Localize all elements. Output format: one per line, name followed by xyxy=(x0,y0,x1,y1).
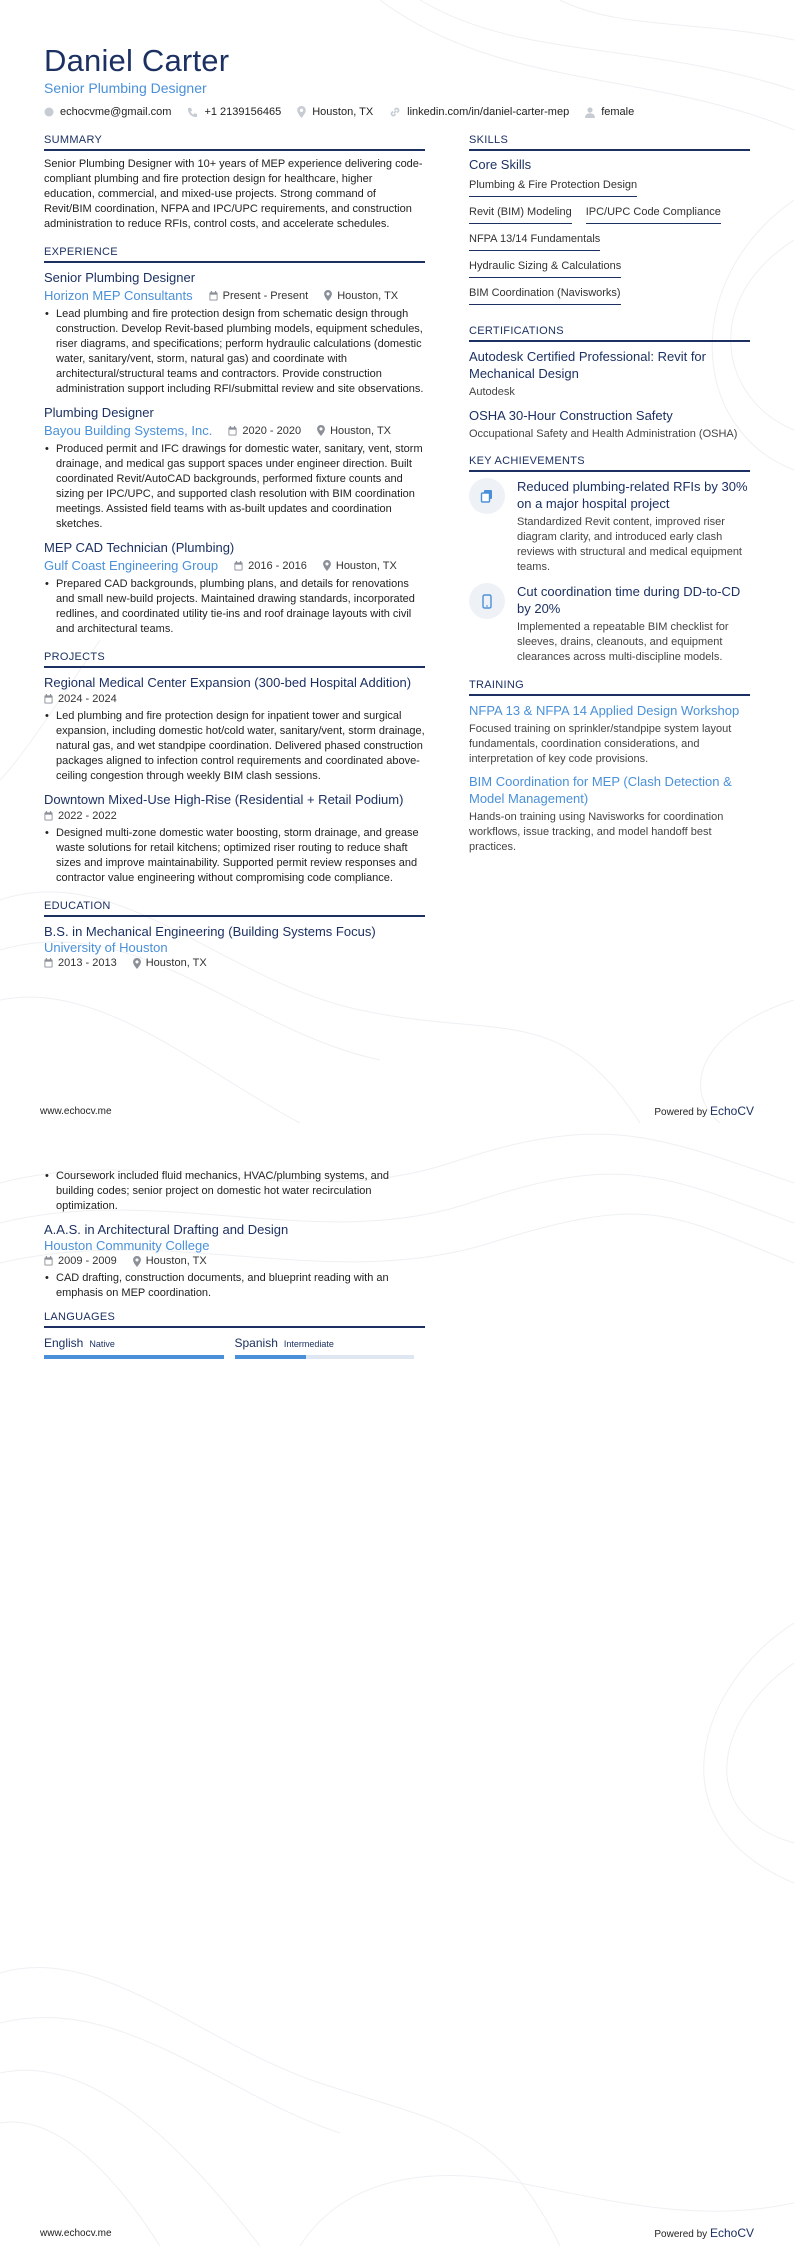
school-name: Houston Community College xyxy=(44,1238,210,1253)
right-column xyxy=(469,134,750,983)
footer-powered xyxy=(654,2226,754,2240)
link-icon xyxy=(389,106,401,118)
job-dates-text: 2020 - 2020 xyxy=(242,424,302,437)
project-meta xyxy=(44,810,425,822)
cert-issuer: Occupational Safety and Health Administration (OSHA) xyxy=(469,428,738,440)
skill-tag: Revit (BIM) Modeling xyxy=(469,203,572,224)
projects-section xyxy=(44,651,425,886)
location-text: Houston, TX xyxy=(312,106,374,118)
page-footer xyxy=(40,2226,754,2240)
language-item xyxy=(235,1334,415,1359)
calendar-icon xyxy=(209,291,218,301)
job-company: Bayou Building Systems, Inc. xyxy=(44,423,213,438)
job-location xyxy=(323,560,397,572)
summary-heading: SUMMARY xyxy=(44,134,425,151)
echocv-logo[interactable]: EchoCV xyxy=(709,2226,754,2240)
job-company: Horizon MEP Consultants xyxy=(44,288,193,303)
project-title: Downtown Mixed-Use High-Rise (Residential + Retail Podium) xyxy=(44,792,404,807)
training-section xyxy=(469,679,750,855)
project-dates xyxy=(44,693,117,705)
education-heading: EDUCATION xyxy=(44,900,425,917)
contact-linkedin[interactable] xyxy=(389,106,569,118)
education-dates xyxy=(44,1255,117,1267)
skill-tag: NFPA 13/14 Fundamentals xyxy=(469,230,600,251)
education-entry xyxy=(44,923,425,969)
language-bar-fill xyxy=(235,1355,307,1359)
contact-gender xyxy=(585,106,634,118)
education-bullets xyxy=(44,1271,425,1301)
footer-powered xyxy=(654,1104,754,1118)
cert-title: Autodesk Certified Professional: Revit for Mechanical Design xyxy=(469,349,706,381)
experience-entry xyxy=(44,269,425,397)
education-dates xyxy=(44,957,117,969)
language-item xyxy=(44,1334,224,1359)
job-meta xyxy=(44,288,425,303)
map-pin-icon xyxy=(133,1256,141,1267)
calendar-icon xyxy=(44,811,53,821)
map-pin-icon xyxy=(324,290,332,301)
project-dates xyxy=(44,810,117,822)
calendar-icon xyxy=(44,694,53,704)
job-bullets xyxy=(44,577,425,637)
phone-device-icon xyxy=(469,583,505,619)
calendar-icon xyxy=(44,1256,53,1266)
projects-heading: PROJECTS xyxy=(44,651,425,668)
skill-tags xyxy=(469,176,750,311)
skill-tag: IPC/UPC Code Compliance xyxy=(586,203,721,224)
job-bullets xyxy=(44,442,425,532)
at-icon xyxy=(44,107,54,117)
user-icon xyxy=(585,107,595,118)
achievement-desc: Implemented a repeatable BIM checklist for sleeves, drains, cleanouts, and equipment clearances across multi-discipline models. xyxy=(517,621,729,663)
language-name: English xyxy=(44,1336,84,1350)
certifications-section xyxy=(469,325,750,441)
copy-icon xyxy=(469,478,505,514)
education-location-text: Houston, TX xyxy=(145,957,207,969)
summary-section xyxy=(44,134,425,232)
project-bullets xyxy=(44,826,425,886)
map-pin-icon xyxy=(317,425,325,436)
phone-icon xyxy=(187,107,198,118)
experience-section xyxy=(44,246,425,637)
language-list xyxy=(44,1334,425,1359)
experience-entry xyxy=(44,539,425,637)
powered-by-text: Powered by xyxy=(654,1107,708,1118)
project-dates-text: 2024 - 2024 xyxy=(58,693,117,705)
cert-issuer: Autodesk xyxy=(469,386,515,398)
skills-group-title: Core Skills xyxy=(469,157,532,172)
job-location-text: Houston, TX xyxy=(335,559,397,572)
education-section xyxy=(44,900,425,969)
job-role: Plumbing Designer xyxy=(44,405,154,420)
education-location xyxy=(133,957,207,969)
training-heading: TRAINING xyxy=(469,679,750,696)
project-meta xyxy=(44,693,425,705)
languages-heading: LANGUAGES xyxy=(44,1311,425,1328)
echocv-logo[interactable]: EchoCV xyxy=(709,1104,754,1118)
job-location xyxy=(317,425,391,437)
job-dates-text: 2016 - 2016 xyxy=(248,559,307,572)
language-bar-fill xyxy=(44,1355,224,1359)
project-bullet: • Designed multi-zone domestic water boosting, storm drainage, and grease waste solutions for retail kitchens; optimized riser routing to reduce shaft sizes and improve maintainability. Supported permit review responses and contractor value engineering without compromising code compliance. xyxy=(44,826,425,886)
job-dates xyxy=(228,425,301,437)
project-bullet: • Led plumbing and fire protection design for inpatient tower and surgical expansion, including domestic hot/cold water, sanitary/vent, storm drainage, natural gas, and wet standpipe coordination. Delivered phased construction packages aligned to infection control requirements and coordinated above-ceiling congestion through weekly BIM clash sessions. xyxy=(44,709,425,784)
footer-site-link[interactable]: www.echocv.me xyxy=(40,2227,112,2239)
skill-tag: Plumbing & Fire Protection Design xyxy=(469,176,637,197)
job-location xyxy=(324,290,398,302)
job-meta xyxy=(44,423,425,438)
education-meta xyxy=(44,1255,425,1267)
email-text: echocvme@gmail.com xyxy=(60,106,172,118)
achievement-title: Cut coordination time during DD-to-CD by 20% xyxy=(517,584,741,616)
education-bullet: • CAD drafting, construction documents, and blueprint reading with an emphasis on MEP coordination. xyxy=(44,1271,425,1301)
education-dates-text: 2009 - 2009 xyxy=(58,1255,117,1267)
linkedin-text: linkedin.com/in/daniel-carter-mep xyxy=(407,106,570,118)
degree-title: B.S. in Mechanical Engineering (Building Systems Focus) xyxy=(44,924,376,939)
project-dates-text: 2022 - 2022 xyxy=(58,810,117,822)
education-bullet: • Coursework included fluid mechanics, HVAC/plumbing systems, and building codes; senior project on domestic hot water recirculation optimization. xyxy=(44,1169,425,1214)
skills-heading: SKILLS xyxy=(469,134,750,151)
education-dates-text: 2013 - 2013 xyxy=(58,957,117,969)
skill-tag: BIM Coordination (Navisworks) xyxy=(469,284,621,305)
training-title: BIM Coordination for MEP (Clash Detection & Model Management) xyxy=(469,774,732,806)
achievement-item xyxy=(469,478,750,575)
job-bullets xyxy=(44,307,425,397)
education-location-text: Houston, TX xyxy=(145,1255,207,1267)
education-entry-continued xyxy=(44,1169,425,1214)
powered-by-text: Powered by xyxy=(654,2229,708,2240)
degree-title: A.A.S. in Architectural Drafting and Design xyxy=(44,1222,289,1237)
education-location xyxy=(133,1255,207,1267)
achievement-title: Reduced plumbing-related RFIs by 30% on a major hospital project xyxy=(517,479,748,511)
achievement-item xyxy=(469,583,750,665)
job-meta xyxy=(44,558,425,573)
job-dates-text: Present - Present xyxy=(222,289,309,302)
page1-columns xyxy=(44,134,750,983)
education-entry xyxy=(44,1221,425,1301)
school-name: University of Houston xyxy=(44,940,168,955)
resume-page-2 xyxy=(0,1123,794,2246)
certifications-heading: CERTIFICATIONS xyxy=(469,325,750,342)
education-meta xyxy=(44,957,425,969)
achievement-desc: Standardized Revit content, improved riser diagram clarity, and introduced early clash reviews with structural and medical equipment teams. xyxy=(517,516,742,573)
calendar-icon xyxy=(44,958,53,968)
job-bullet: • Lead plumbing and fire protection design from schematic design through construction. Develop Revit-based plumbing models, equipment schedules, riser diagrams, and specifications; perform hydraulic calculations (domestic water, sanitary/vent, storm, natural gas) and coordinate with architectural/structural teams and contractors. Provide construction administration support including RFI/submittal review and site observations. xyxy=(44,307,425,397)
experience-heading: EXPERIENCE xyxy=(44,246,425,263)
education-bullets xyxy=(44,1169,425,1214)
training-desc: Hands-on training using Navisworks for coordination workflows, issue tracking, and model handoff best practices. xyxy=(469,811,724,853)
skill-tag: Hydraulic Sizing & Calculations xyxy=(469,257,621,278)
phone-text: +1 2139156465 xyxy=(204,106,282,118)
resume-header xyxy=(44,44,750,118)
training-desc: Focused training on sprinkler/standpipe system layout fundamentals, coordination considerations, and interpretation of key code provisions. xyxy=(469,723,732,765)
candidate-title: Senior Plumbing Designer xyxy=(44,80,207,96)
project-title: Regional Medical Center Expansion (300-bed Hospital Addition) xyxy=(44,675,412,690)
experience-entry xyxy=(44,404,425,532)
job-bullet: • Produced permit and IFC drawings for domestic water, sanitary, vent, storm drainage, and medical gas support spaces under engineer direction. Built coordinated Revit/AutoCAD backgrounds, performed fixture counts and sizing per IPC/UPC, and supported clash resolution with BIM coordination meetings. Assisted field teams with as-built updates and coordination sketches. xyxy=(44,442,425,532)
candidate-name: Daniel Carter xyxy=(44,43,230,78)
languages-section xyxy=(44,1311,425,1359)
job-location-text: Houston, TX xyxy=(337,289,399,302)
calendar-icon xyxy=(234,561,243,571)
cert-title: OSHA 30-Hour Construction Safety xyxy=(469,408,673,423)
job-dates xyxy=(209,290,309,302)
training-title: NFPA 13 & NFPA 14 Applied Design Workshop xyxy=(469,703,740,718)
footer-site-link[interactable]: www.echocv.me xyxy=(40,1105,112,1117)
job-dates xyxy=(234,560,307,572)
page-footer xyxy=(40,1104,754,1118)
map-pin-icon xyxy=(133,958,141,969)
map-pin-icon xyxy=(297,106,306,118)
gender-text: female xyxy=(601,106,635,118)
project-bullets xyxy=(44,709,425,784)
language-name: Spanish xyxy=(234,1336,278,1350)
left-column xyxy=(44,134,425,983)
calendar-icon xyxy=(228,426,237,436)
contact-location xyxy=(297,106,373,118)
job-role: MEP CAD Technician (Plumbing) xyxy=(44,540,235,555)
language-level: Intermediate xyxy=(283,1339,334,1349)
job-location-text: Houston, TX xyxy=(330,424,392,437)
contact-bar xyxy=(44,106,750,118)
project-entry xyxy=(44,791,425,886)
map-pin-icon xyxy=(323,560,331,571)
project-entry xyxy=(44,674,425,784)
achievements-section xyxy=(469,455,750,665)
contact-phone[interactable] xyxy=(187,106,281,118)
job-bullet: • Prepared CAD backgrounds, plumbing plans, and details for renovations and small new-build projects. Maintained drawing standards, incorporated redlines, and coordinated utility tie-ins and roof drainage layouts with civil and architectural teams. xyxy=(44,577,425,637)
language-bar xyxy=(235,1355,415,1359)
page2-left-column xyxy=(44,1165,425,1373)
skills-section xyxy=(469,134,750,311)
job-company: Gulf Coast Engineering Group xyxy=(44,558,219,573)
contact-email[interactable] xyxy=(44,106,171,118)
language-level: Native xyxy=(89,1339,115,1349)
achievements-heading: KEY ACHIEVEMENTS xyxy=(469,455,750,472)
summary-text: Senior Plumbing Designer with 10+ years of MEP experience delivering code-compliant plumbing and fire protection design for healthcare, higher education, commercial, and mixed-use projects. Strong command of Revit/BIM coordination, NFPA and IPC/UPC requirements, and construction administration to reduce RFIs, control costs, and accelerate schedules. xyxy=(44,158,423,230)
job-role: Senior Plumbing Designer xyxy=(44,270,196,285)
language-bar xyxy=(44,1355,224,1359)
